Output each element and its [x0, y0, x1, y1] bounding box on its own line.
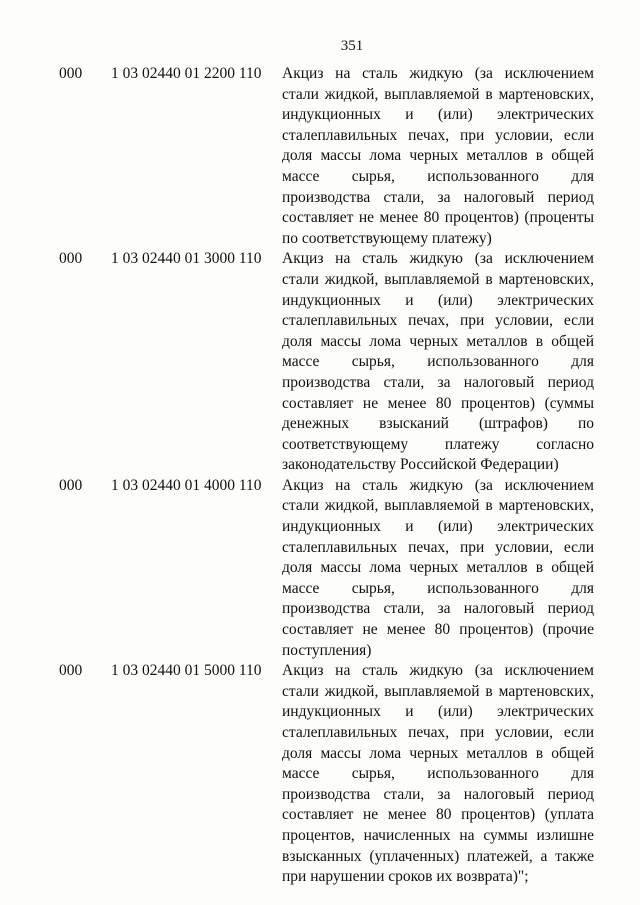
entry-list	[0, 64, 640, 888]
entry-description: Акциз на сталь жидкую (за исключением стали жидкой, выплавляемой в мартеновских, индукционных и (или) электрических сталеплавильных печах, при условии, если доля массы лома черных металлов в общей массе сырья, использованного для производства стали, за налоговый период составляет не менее 80 процентов) (прочие поступления)	[282, 476, 594, 659]
page-number: 351	[340, 38, 364, 54]
admin-code: 000	[59, 65, 83, 82]
budget-classification-code: 1 03 02440 01 3000 110	[111, 250, 262, 268]
list-item	[0, 249, 640, 476]
admin-code: 000	[59, 662, 83, 680]
admin-code: 000	[59, 250, 83, 268]
budget-classification-code: 1 03 02440 01 4000 110	[111, 476, 262, 494]
budget-classification-code: 1 03 02440 01 5000 110	[111, 662, 262, 680]
entry-description: Акциз на сталь жидкую (за исключением стали жидкой, выплавляемой в мартеновских, индукционных и (или) электрических сталеплавильных печах, при условии, если доля массы лома черных металлов в общей массе сырья, использованного для производства стали, за налоговый период составляет не менее 80 процентов) (уплата процентов, начисленных на суммы излишне взысканных (уплаченных) платежей, а также при нарушении сроков их возврата)";	[282, 662, 594, 886]
list-item	[0, 476, 640, 661]
admin-code: 000	[59, 476, 83, 494]
budget-classification-code: 1 03 02440 01 2200 110	[111, 65, 262, 82]
list-item	[0, 661, 640, 888]
entry-description: Акциз на сталь жидкую (за исключением стали жидкой, выплавляемой в мартеновских, индукционных и (или) электрических сталеплавильных печах, при условии, если доля массы лома черных металлов в общей массе сырья, использованного для производства стали, за налоговый период составляет не менее 80 процентов) (суммы денежных взысканий (штрафов) по соответствующему платежу согласно законодательству Российской Федерации)	[282, 250, 594, 474]
entry-description: Акциз на сталь жидкую (за исключением стали жидкой, выплавляемой в мартеновских, индукционных и (или) электрических сталеплавильных печах, при условии, если доля массы лома черных металлов в общей массе сырья, использованного для производства стали, за налоговый период составляет не менее 80 процентов) (проценты по соответствующему платежу)	[282, 65, 594, 247]
list-item	[0, 64, 640, 249]
